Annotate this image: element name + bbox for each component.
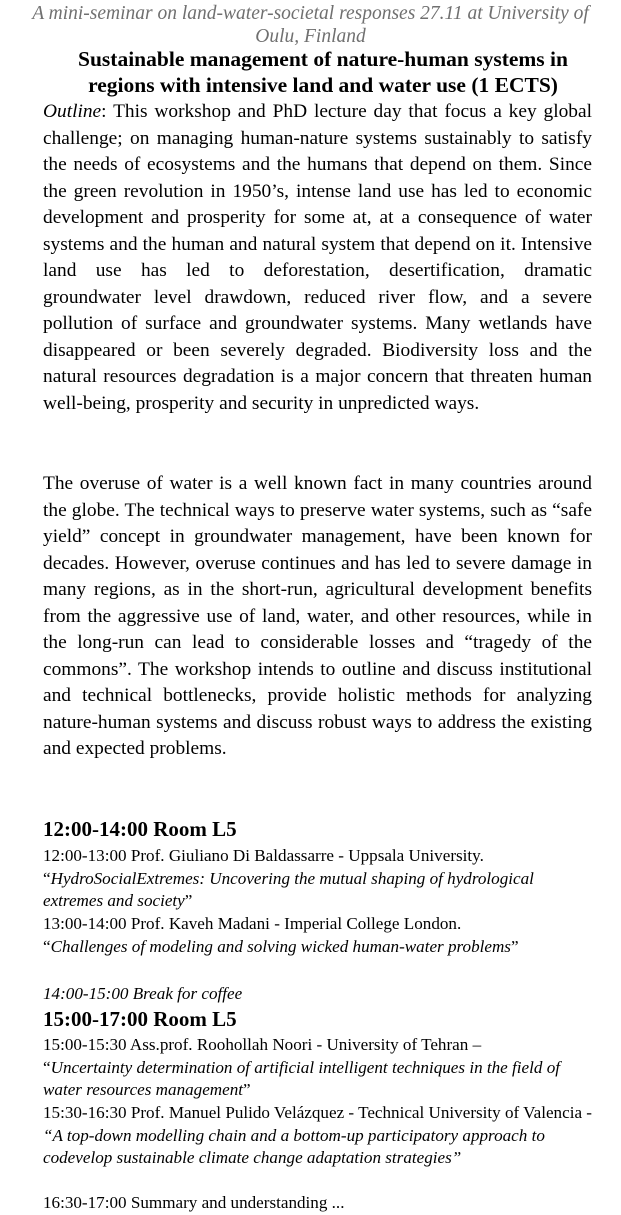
talk-title: Challenges of modeling and solving wicked human-water problems xyxy=(50,936,511,956)
session1-talk1: 12:00-13:00 Prof. Giuliano Di Baldassarre - Uppsala University. “HydroSocialExtremes: Uncovering the mutual shaping of hydrological extremes and society” xyxy=(43,846,534,910)
session1-talk2: 13:00-14:00 Prof. Kaveh Madani - Imperial College London. “Challenges of modeling and solving wicked human-water problems” xyxy=(43,914,519,956)
talk-title: “A top-down modelling chain and a bottom-up participatory approach to codevelop sustainable climate change adaptation strategies” xyxy=(43,1125,545,1167)
session2-talk1: 15:00-15:30 Ass.prof. Roohollah Noori - University of Tehran – “Uncertainty determination of artificial intelligent techniques in the field of water resources management” xyxy=(43,1035,560,1099)
outline-label: Outline xyxy=(43,101,102,122)
session2-talk3-partial: 16:30-17:00 Summary and understanding ... xyxy=(43,1193,345,1212)
coffee-break: 14:00-15:00 Break for coffee xyxy=(43,984,243,1003)
event-header: A mini-seminar on land-water-societal responses 27.11 at University of Oulu, Finland xyxy=(32,3,589,47)
outline-body: : This workshop and PhD lecture day that focus a key global challenge; on managing human-nature systems sustainably to satisfy the needs of ecosystems and the humans that depend on them. Since the green revolution in 1950’s, intense land use has led to economic development and prosperity for some at, at a consequence of water systems and the human and natural system that depend on it. Intensive land use has led to deforestation, desertification, dramatic groundwater level drawdown, reduced river flow, and a severe pollution of surface and groundwater systems. Many wetlands have disappeared or been severely degraded. Biodiversity loss and the natural resources degradation is a major concern that threaten human well-being, prosperity and security in unpredicted ways. xyxy=(43,101,592,414)
course-title: Sustainable management of nature-human systems in regions with intensive land and water use (1 ECTS) xyxy=(78,47,568,97)
talk-speaker: 12:00-13:00 Prof. Giuliano Di Baldassarre - Uppsala University. xyxy=(43,846,484,865)
talk-speaker: 13:00-14:00 Prof. Kaveh Madani - Imperial College London. xyxy=(43,914,462,933)
outline-paragraph xyxy=(43,99,592,417)
session2-heading: 15:00-17:00 Room L5 xyxy=(43,1007,237,1031)
session2-talk2 xyxy=(43,1102,598,1170)
session1-heading: 12:00-14:00 Room L5 xyxy=(43,817,237,841)
talk-title: Uncertainty determination of artificial intelligent techniques in the field of water resources management xyxy=(43,1057,560,1099)
overuse-paragraph: The overuse of water is a well known fact in many countries around the globe. The technical ways to preserve water systems, such as “safe yield” concept in groundwater management, have been known for decades. However, overuse continues and has led to severe damage in many regions, as in the short-run, agricultural development benefits from the aggressive use of land, water, and other resources, while in the long-run can lead to considerable losses and “tragedy of the commons”. The workshop intends to outline and discuss institutional and technical bottlenecks, provide holistic methods for analyzing nature-human systems and discuss robust ways to address the existing and expected problems. xyxy=(43,473,592,759)
talk-speaker: 15:00-15:30 Ass.prof. Roohollah Noori - University of Tehran – xyxy=(43,1035,482,1054)
talk-title: HydroSocialExtremes: Uncovering the mutual shaping of hydrological extremes and society xyxy=(43,868,534,910)
talk-speaker: 15:30-16:30 Prof. Manuel Pulido Velázquez - Technical University of Valencia - xyxy=(43,1103,592,1122)
